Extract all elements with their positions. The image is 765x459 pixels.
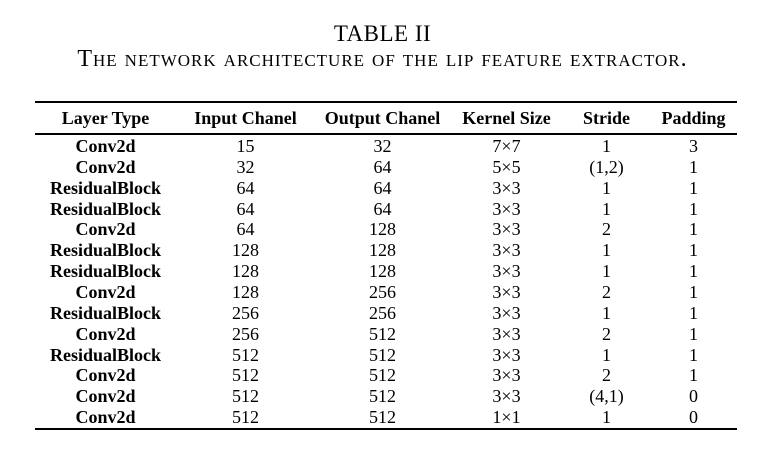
input-chanel-cell: 128 [232, 261, 259, 282]
input-chanel-cell: 32 [236, 156, 255, 177]
padding-cell: 1 [689, 282, 698, 303]
stride-cell: 1 [602, 136, 611, 156]
padding-cell: 1 [689, 261, 698, 282]
table-row [35, 386, 737, 407]
output-chanel-cell: 512 [369, 386, 396, 407]
stride-cell: 2 [602, 365, 611, 386]
layer-type-cell: ResidualBlock [49, 198, 162, 219]
column-header-input-chanel: Input Chanel [176, 102, 315, 134]
stride-cell: 1 [602, 198, 611, 219]
layer-type-cell: ResidualBlock [49, 240, 162, 261]
kernel-size-cell: 3×3 [492, 282, 521, 303]
table-row [35, 324, 737, 345]
kernel-size-cell: 5×5 [492, 156, 521, 177]
output-chanel-cell: 512 [369, 323, 396, 344]
column-header-output-chanel: Output Chanel [315, 102, 450, 134]
input-chanel-cell: 64 [236, 177, 255, 198]
layer-type-cell: ResidualBlock [49, 302, 162, 323]
kernel-size-cell: 3×3 [492, 386, 521, 407]
header-row [35, 102, 737, 134]
table-row [35, 240, 737, 261]
output-chanel-cell: 256 [369, 282, 396, 303]
kernel-size-cell: 3×3 [492, 302, 521, 323]
padding-cell: 1 [689, 344, 698, 365]
input-chanel-cell: 256 [232, 302, 259, 323]
stride-cell: (4,1) [589, 386, 624, 407]
output-chanel-cell: 512 [369, 365, 396, 386]
padding-cell: 1 [689, 365, 698, 386]
input-chanel-cell: 512 [232, 386, 259, 407]
layer-type-cell: Conv2d [75, 136, 136, 156]
layer-type-cell: Conv2d [75, 386, 136, 407]
kernel-size-cell: 3×3 [492, 177, 521, 198]
padding-cell: 1 [689, 302, 698, 323]
output-chanel-cell: 128 [369, 240, 396, 261]
input-chanel-cell: 512 [232, 365, 259, 386]
input-chanel-cell: 128 [232, 282, 259, 303]
kernel-size-cell: 1×1 [492, 407, 521, 428]
padding-cell: 1 [689, 177, 698, 198]
padding-cell: 1 [689, 219, 698, 240]
table-row [35, 345, 737, 366]
table-row [35, 365, 737, 386]
output-chanel-cell: 128 [369, 261, 396, 282]
input-chanel-cell: 15 [236, 136, 255, 156]
table-header [35, 102, 737, 134]
stride-cell: 1 [602, 302, 611, 323]
stride-cell: 2 [602, 219, 611, 240]
output-chanel-cell: 32 [373, 136, 392, 156]
table-row [35, 199, 737, 220]
layer-type-cell: ResidualBlock [49, 344, 162, 365]
layer-type-cell: Conv2d [75, 219, 136, 240]
layer-type-cell: Conv2d [75, 282, 136, 303]
layer-type-cell: Conv2d [75, 365, 136, 386]
padding-cell: 1 [689, 323, 698, 344]
output-chanel-cell: 512 [369, 344, 396, 365]
table-row [35, 134, 737, 157]
output-chanel-cell: 64 [373, 177, 392, 198]
output-chanel-cell: 256 [369, 302, 396, 323]
input-chanel-cell: 512 [232, 407, 259, 428]
stride-cell: 1 [602, 261, 611, 282]
table-row [35, 157, 737, 178]
layer-type-cell: Conv2d [75, 156, 136, 177]
stride-cell: 1 [602, 344, 611, 365]
column-header-kernel-size: Kernel Size [450, 102, 563, 134]
output-chanel-cell: 128 [369, 219, 396, 240]
padding-cell: 1 [689, 198, 698, 219]
layer-type-cell: Conv2d [75, 407, 136, 428]
output-chanel-cell: 64 [373, 156, 392, 177]
input-chanel-cell: 64 [236, 198, 255, 219]
padding-cell: 0 [689, 407, 698, 428]
kernel-size-cell: 3×3 [492, 323, 521, 344]
table-row [35, 407, 737, 429]
kernel-size-cell: 3×3 [492, 240, 521, 261]
column-header-stride: Stride [563, 102, 650, 134]
input-chanel-cell: 256 [232, 323, 259, 344]
padding-cell: 0 [689, 386, 698, 407]
input-chanel-cell: 64 [236, 219, 255, 240]
table-row [35, 219, 737, 240]
padding-cell: 1 [689, 240, 698, 261]
padding-cell: 3 [689, 136, 698, 156]
layer-type-cell: ResidualBlock [49, 177, 162, 198]
table-row [35, 261, 737, 282]
layer-type-cell: Conv2d [75, 323, 136, 344]
input-chanel-cell: 128 [232, 240, 259, 261]
stride-cell: 1 [602, 407, 611, 428]
layer-type-cell: ResidualBlock [49, 261, 162, 282]
table-title: TABLE II [333, 21, 432, 46]
stride-cell: 2 [602, 282, 611, 303]
kernel-size-cell: 3×3 [492, 344, 521, 365]
table-row [35, 282, 737, 303]
table-caption: The network architecture of the lip feature extractor. [77, 46, 688, 72]
output-chanel-cell: 512 [369, 407, 396, 428]
kernel-size-cell: 3×3 [492, 365, 521, 386]
column-header-layer-type: Layer Type [35, 102, 176, 134]
input-chanel-cell: 512 [232, 344, 259, 365]
output-chanel-cell: 64 [373, 198, 392, 219]
stride-cell: (1,2) [589, 156, 624, 177]
table-body [35, 134, 737, 429]
table-row [35, 178, 737, 199]
stride-cell: 1 [602, 177, 611, 198]
kernel-size-cell: 3×3 [492, 261, 521, 282]
padding-cell: 1 [689, 156, 698, 177]
stride-cell: 2 [602, 323, 611, 344]
kernel-size-cell: 7×7 [492, 136, 521, 156]
column-header-padding: Padding [650, 102, 737, 134]
kernel-size-cell: 3×3 [492, 198, 521, 219]
kernel-size-cell: 3×3 [492, 219, 521, 240]
stride-cell: 1 [602, 240, 611, 261]
table-row [35, 303, 737, 324]
architecture-table [35, 101, 737, 430]
